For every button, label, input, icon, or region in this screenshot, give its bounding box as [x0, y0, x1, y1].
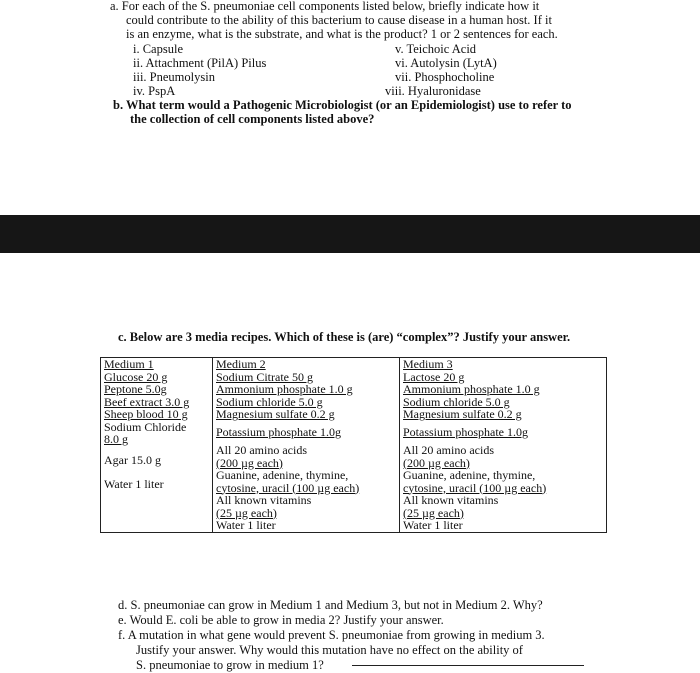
medium-1-item: Peptone 5.0g: [104, 382, 167, 396]
medium-2-item: Ammonium phosphate 1.0 g: [216, 382, 353, 396]
question-a-line-2: could contribute to the ability of this bacterium to cause disease in a human host. If it: [126, 13, 552, 27]
medium-2-item: Water 1 liter: [216, 518, 276, 532]
component-pneumolysin: iii. Pneumolysin: [133, 70, 215, 84]
medium-3-item: Lactose 20 g: [403, 369, 465, 384]
component-phosphocholine: vii. Phosphocholine: [395, 70, 495, 84]
medium-2-item: All known vitamins: [216, 493, 312, 507]
component-pspa: iv. PspA: [133, 84, 176, 98]
medium-1-item: 8.0 g: [104, 432, 128, 446]
medium-2-item: Sodium Citrate 50 g: [216, 369, 313, 384]
medium-3-item: cytosine, uracil (100 µg each): [403, 480, 547, 495]
medium-1-column: [101, 358, 213, 533]
medium-1-item: Beef extract 3.0 g: [104, 394, 190, 409]
component-teichoic-acid: v. Teichoic Acid: [395, 42, 477, 56]
medium-1-header: Medium 1: [104, 357, 154, 371]
medium-3-item: Magnesium sulfate 0.2 g: [403, 407, 522, 421]
medium-2-item: Magnesium sulfate 0.2 g: [216, 407, 335, 421]
component-capsule: i. Capsule: [133, 42, 183, 56]
medium-2-item: (200 µg each): [216, 455, 283, 470]
medium-3-header: Medium 3: [403, 357, 453, 371]
medium-3-item: Sodium chloride 5.0 g: [403, 394, 510, 409]
medium-2-item: (25 µg each): [216, 505, 277, 520]
media-recipes-table: [100, 357, 607, 533]
medium-3-item: Potassium phosphate 1.0g: [403, 424, 528, 439]
document-page-top: [0, 0, 700, 215]
question-b-line-1: b. What term would a Pathogenic Microbiologist (or an Epidemiologist) use to refer to: [113, 98, 572, 112]
medium-1-item: Sodium Chloride: [104, 419, 187, 434]
medium-3-item: Ammonium phosphate 1.0 g: [403, 382, 540, 396]
medium-3-item: Water 1 liter: [403, 518, 463, 532]
component-pilus: ii. Attachment (PilA) Pilus: [133, 56, 267, 70]
question-e: e. Would E. coli be able to grow in media 2? Justify your answer.: [118, 613, 444, 627]
question-c: c. Below are 3 media recipes. Which of these is (are) “complex”? Justify your answer.: [118, 330, 571, 344]
question-d: d. S. pneumoniae can grow in Medium 1 and Medium 3, but not in Medium 2. Why?: [118, 598, 543, 612]
medium-3-item: All known vitamins: [403, 493, 499, 507]
document-page-bottom: [0, 253, 700, 673]
medium-3-item: Guanine, adenine, thymine,: [403, 468, 536, 482]
medium-2-item: Guanine, adenine, thymine,: [216, 468, 349, 482]
medium-2-item: cytosine, uracil (100 µg each): [216, 480, 360, 495]
medium-2-header: Medium 2: [216, 357, 266, 371]
question-b-line-2: the collection of cell components listed above?: [130, 112, 375, 126]
medium-2-item: Potassium phosphate 1.0g: [216, 424, 341, 439]
question-f-line-2: Justify your answer. Why would this mutation have no effect on the ability of: [136, 643, 523, 657]
component-hyaluronidase: viii. Hyaluronidase: [385, 84, 481, 98]
medium-1-item: Sheep blood 10 g: [104, 407, 188, 421]
medium-3-column: [400, 358, 607, 533]
medium-1-item: Glucose 20 g: [104, 369, 168, 384]
medium-1-item: Water 1 liter: [104, 477, 164, 491]
medium-1-item: Agar 15.0 g: [104, 452, 161, 467]
medium-3-item: (200 µg each): [403, 455, 470, 470]
medium-3-item: (25 µg each): [403, 505, 464, 520]
answer-blank-line: [352, 665, 584, 666]
page-separator-band: [0, 215, 700, 253]
question-a-line-1: a. For each of the S. pneumoniae cell components listed below, briefly indicate how it: [110, 0, 540, 13]
question-a-line-3: is an enzyme, what is the substrate, and what is the product? 1 or 2 sentences for each.: [126, 27, 558, 41]
question-f-line-3: S. pneumoniae to grow in medium 1?: [136, 658, 324, 672]
medium-2-item: All 20 amino acids: [216, 443, 307, 457]
medium-2-item: Sodium chloride 5.0 g: [216, 394, 323, 409]
medium-2-column: [213, 358, 400, 533]
medium-3-item: All 20 amino acids: [403, 443, 494, 457]
question-f-line-1: f. A mutation in what gene would prevent S. pneumoniae from growing in medium 3.: [118, 628, 545, 642]
component-autolysin: vi. Autolysin (LytA): [395, 56, 497, 70]
